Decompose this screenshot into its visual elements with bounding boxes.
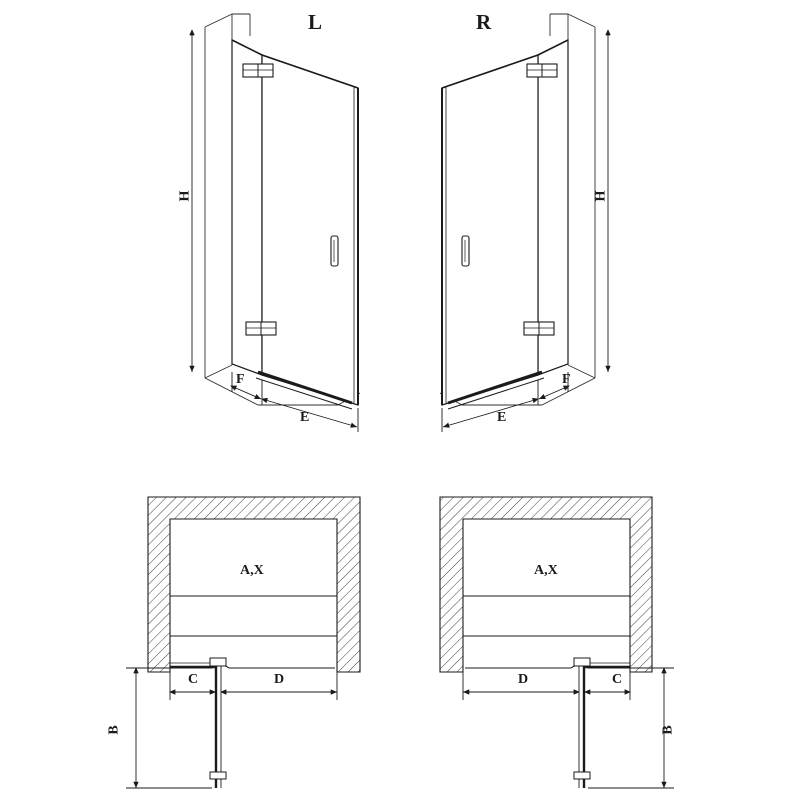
elevation-right-door-panel: [442, 55, 538, 405]
label-depth-left: B: [106, 725, 122, 735]
plan-left-door-open: [210, 658, 335, 788]
elevation-left-handle: [331, 236, 338, 266]
plan-left-view: [126, 497, 360, 788]
plan-right-interior-lines: [463, 596, 630, 636]
label-door-panel-right: E: [497, 410, 507, 425]
elevation-right-view: [440, 14, 608, 432]
plan-right-dim-widths: [463, 664, 630, 700]
label-opening-left: A,X: [240, 563, 264, 578]
label-door-panel-left: E: [300, 410, 310, 425]
label-height-right: H: [593, 190, 609, 202]
plan-right-view: [440, 497, 674, 788]
plan-left-interior-lines: [170, 596, 337, 636]
label-depth-right: B: [660, 725, 676, 735]
plan-left-dim-depth: [126, 668, 212, 788]
label-fixed-panel-right: F: [562, 372, 571, 387]
elevation-right-hinge-upper: [527, 64, 557, 77]
elevation-left-hinge-upper: [243, 64, 273, 77]
label-fixed-width-left: C: [188, 672, 199, 687]
elevation-left-view: [192, 14, 360, 432]
label-fixed-width-right: C: [612, 672, 623, 687]
elevation-right-hinge-lower: [524, 322, 554, 335]
label-door-width-right: D: [518, 672, 529, 687]
elevation-right-handle: [462, 236, 469, 266]
elevation-left-hinge-lower: [246, 322, 276, 335]
label-opening-right: A,X: [534, 563, 558, 578]
label-fixed-panel-left: F: [236, 372, 245, 387]
label-handing-right: R: [476, 10, 492, 34]
plan-left-walls: [148, 497, 360, 672]
elevation-left-door-panel: [262, 55, 358, 405]
plan-right-fixed-panel: [584, 663, 630, 667]
plan-right-walls: [440, 497, 652, 672]
plan-left-fixed-panel: [170, 663, 216, 667]
label-door-width-left: D: [274, 672, 285, 687]
label-handing-left: L: [308, 10, 323, 34]
label-height-left: H: [177, 190, 193, 202]
